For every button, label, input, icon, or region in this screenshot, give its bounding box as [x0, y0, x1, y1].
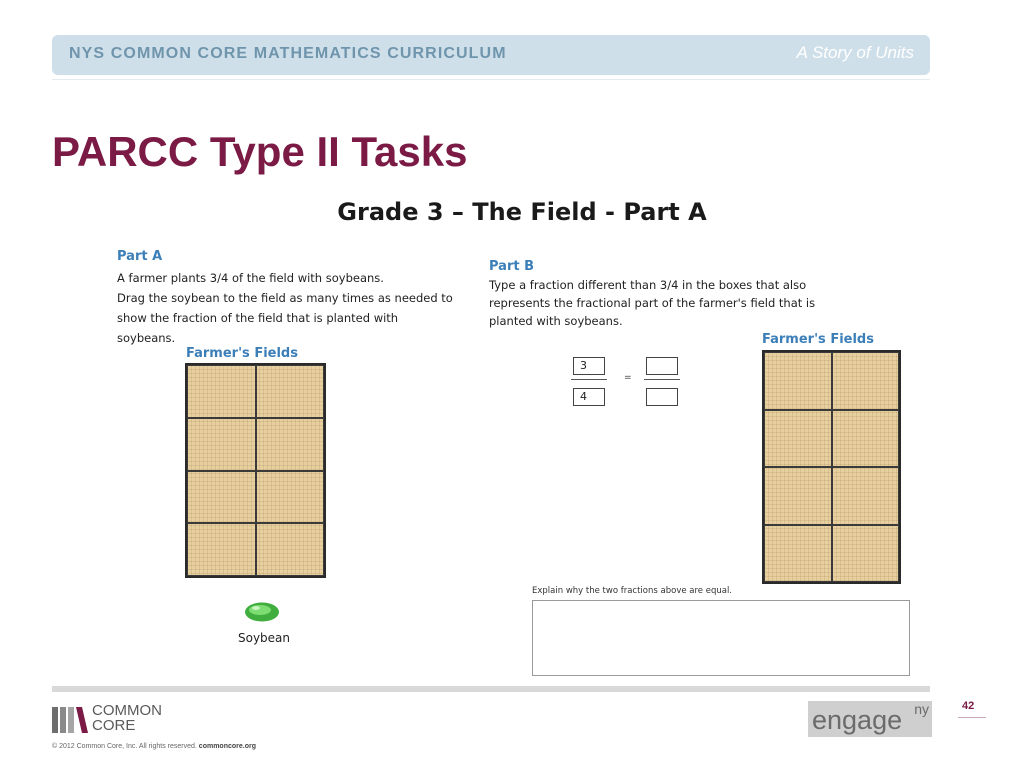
field-section — [832, 467, 900, 525]
engage-wordmark: engage — [812, 705, 903, 735]
field-section — [764, 525, 832, 583]
footer-divider — [52, 686, 930, 692]
slide-title: PARCC Type II Tasks — [52, 128, 468, 175]
part-a-line: show the fraction of the field that is planted with — [117, 311, 399, 325]
curriculum-title: NYS COMMON CORE MATHEMATICS CURRICULUM — [69, 45, 507, 62]
series-subtitle: A Story of Units — [796, 43, 914, 62]
answer-numerator-input[interactable] — [646, 357, 678, 375]
header-divider — [52, 79, 930, 80]
part-a-line: A farmer plants 3/4 of the field with soybeans. — [117, 271, 384, 285]
field-section[interactable] — [187, 523, 256, 576]
part-a-line: Drag the soybean to the field as many times as needed to — [117, 291, 453, 305]
logo-line: CORE — [92, 717, 136, 734]
field-section[interactable] — [256, 471, 325, 524]
given-numerator: 3 — [573, 357, 605, 375]
field-section[interactable] — [256, 365, 325, 418]
explain-label: Explain why the two fractions above are equal. — [532, 586, 733, 596]
part-a-fields-label: Farmer's Fields — [186, 346, 298, 361]
soybean-icon[interactable] — [243, 601, 281, 623]
copyright-link[interactable]: commoncore.org — [198, 743, 256, 750]
field-section — [764, 467, 832, 525]
part-a-instructions — [117, 268, 487, 348]
task-heading: Grade 3 – The Field - Part A — [337, 198, 707, 226]
part-b-farm-field — [762, 350, 901, 584]
part-b-line: planted with soybeans. — [489, 314, 623, 328]
answer-denominator-input[interactable] — [646, 388, 678, 406]
equals-sign: = — [624, 373, 632, 383]
part-b-fields-label: Farmer's Fields — [762, 332, 874, 347]
copyright-notice — [52, 743, 256, 750]
field-section — [832, 525, 900, 583]
engageny-logo — [808, 701, 932, 737]
given-denominator: 4 — [573, 388, 605, 406]
ny-superscript: ny — [914, 701, 929, 717]
soybean-label: Soybean — [238, 631, 291, 645]
explanation-textarea[interactable] — [532, 600, 910, 676]
field-section[interactable] — [187, 418, 256, 471]
part-a-farm-field[interactable] — [185, 363, 326, 578]
header-banner — [52, 35, 930, 75]
page-number-underline — [958, 717, 986, 718]
fraction-bar — [644, 379, 680, 380]
part-b-label: Part B — [489, 259, 535, 274]
field-section — [764, 352, 832, 410]
field-section[interactable] — [256, 418, 325, 471]
part-b-line: Type a fraction different than 3/4 in the boxes that also — [489, 278, 807, 292]
part-a-line: soybeans. — [117, 331, 176, 345]
part-a-label: Part A — [117, 249, 163, 264]
field-section — [764, 410, 832, 468]
common-core-logo-icon — [52, 707, 88, 733]
page-number: 42 — [962, 700, 975, 712]
field-section[interactable] — [187, 365, 256, 418]
field-section[interactable] — [256, 523, 325, 576]
part-b-instructions — [489, 276, 849, 330]
field-section — [832, 352, 900, 410]
field-section — [832, 410, 900, 468]
copyright-text: © 2012 Common Core, Inc. All rights reserved. — [52, 743, 197, 750]
field-section[interactable] — [187, 471, 256, 524]
part-b-line: represents the fractional part of the farmer's field that is — [489, 296, 816, 310]
logo-line: COMMON — [92, 702, 162, 719]
common-core-wordmark — [92, 703, 162, 733]
fraction-bar — [571, 379, 607, 380]
